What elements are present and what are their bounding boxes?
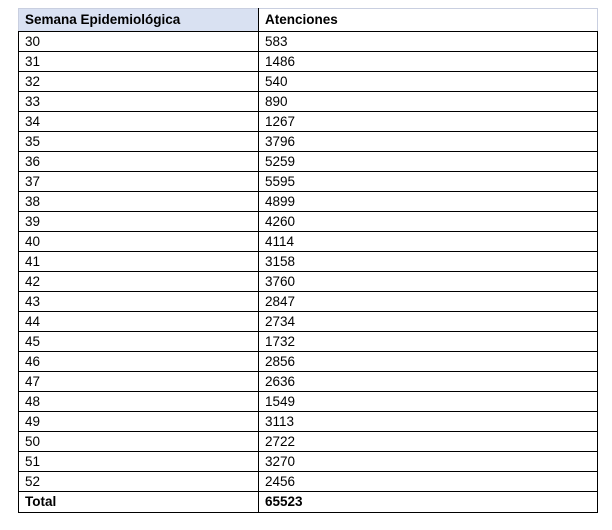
attentions-cell[interactable]: 890 [259, 92, 598, 112]
attentions-cell[interactable]: 2847 [259, 292, 598, 312]
attentions-cell[interactable]: 540 [259, 72, 598, 92]
header-atenciones-label: Atenciones [265, 12, 338, 27]
week-cell[interactable]: 43 [19, 292, 259, 312]
header-semana-epidemiologica[interactable]: Semana Epidemiológica [19, 9, 259, 32]
table-row [19, 372, 598, 392]
table-row [19, 292, 598, 312]
attentions-cell[interactable]: 3270 [259, 452, 598, 472]
table-row [19, 432, 598, 452]
attentions-cell[interactable]: 3760 [259, 272, 598, 292]
week-cell[interactable]: 38 [19, 192, 259, 212]
attentions-cell[interactable]: 4114 [259, 232, 598, 252]
attentions-cell[interactable]: 1486 [259, 52, 598, 72]
attentions-cell[interactable]: 2734 [259, 312, 598, 332]
week-cell[interactable]: 37 [19, 172, 259, 192]
table-row [19, 192, 598, 212]
total-label[interactable]: Total [19, 492, 259, 513]
attentions-cell[interactable]: 1267 [259, 112, 598, 132]
table-row [19, 112, 598, 132]
attentions-cell[interactable]: 3158 [259, 252, 598, 272]
week-cell[interactable]: 52 [19, 472, 259, 492]
table-row [19, 332, 598, 352]
table-row [19, 152, 598, 172]
week-cell[interactable]: 36 [19, 152, 259, 172]
week-cell[interactable]: 48 [19, 392, 259, 412]
table-row [19, 312, 598, 332]
week-cell[interactable]: 39 [19, 212, 259, 232]
table-row [19, 172, 598, 192]
week-cell[interactable]: 46 [19, 352, 259, 372]
table-row [19, 392, 598, 412]
attentions-cell[interactable]: 1549 [259, 392, 598, 412]
table-row [19, 212, 598, 232]
table-row [19, 352, 598, 372]
week-cell[interactable]: 35 [19, 132, 259, 152]
table-row [19, 472, 598, 492]
week-cell[interactable]: 44 [19, 312, 259, 332]
attentions-cell[interactable]: 4260 [259, 212, 598, 232]
table-row [19, 72, 598, 92]
table-body [19, 32, 598, 492]
attentions-cell[interactable]: 2722 [259, 432, 598, 452]
table-row [19, 232, 598, 252]
attentions-cell[interactable]: 2856 [259, 352, 598, 372]
header-atenciones[interactable] [259, 9, 598, 32]
table-row [19, 272, 598, 292]
table-row [19, 92, 598, 112]
epidemiological-week-table-container [18, 8, 597, 513]
week-cell[interactable]: 32 [19, 72, 259, 92]
week-cell[interactable]: 50 [19, 432, 259, 452]
attentions-cell[interactable]: 3796 [259, 132, 598, 152]
week-cell[interactable]: 45 [19, 332, 259, 352]
attentions-cell[interactable]: 4899 [259, 192, 598, 212]
table-row [19, 252, 598, 272]
week-cell[interactable]: 41 [19, 252, 259, 272]
total-row [19, 492, 598, 513]
table-header-row [19, 9, 598, 32]
table-row [19, 452, 598, 472]
week-cell[interactable]: 42 [19, 272, 259, 292]
attentions-cell[interactable]: 5259 [259, 152, 598, 172]
week-cell[interactable]: 30 [19, 32, 259, 52]
total-value[interactable]: 65523 [259, 492, 598, 513]
week-cell[interactable]: 47 [19, 372, 259, 392]
table-row [19, 52, 598, 72]
attentions-cell[interactable]: 583 [259, 32, 598, 52]
attentions-cell[interactable]: 3113 [259, 412, 598, 432]
week-cell[interactable]: 31 [19, 52, 259, 72]
table-row [19, 32, 598, 52]
attentions-cell[interactable]: 2636 [259, 372, 598, 392]
attentions-cell[interactable]: 1732 [259, 332, 598, 352]
week-cell[interactable]: 34 [19, 112, 259, 132]
week-cell[interactable]: 33 [19, 92, 259, 112]
epidemiological-week-table [18, 8, 598, 513]
attentions-cell[interactable]: 2456 [259, 472, 598, 492]
table-row [19, 412, 598, 432]
week-cell[interactable]: 49 [19, 412, 259, 432]
week-cell[interactable]: 51 [19, 452, 259, 472]
week-cell[interactable]: 40 [19, 232, 259, 252]
table-row [19, 132, 598, 152]
attentions-cell[interactable]: 5595 [259, 172, 598, 192]
